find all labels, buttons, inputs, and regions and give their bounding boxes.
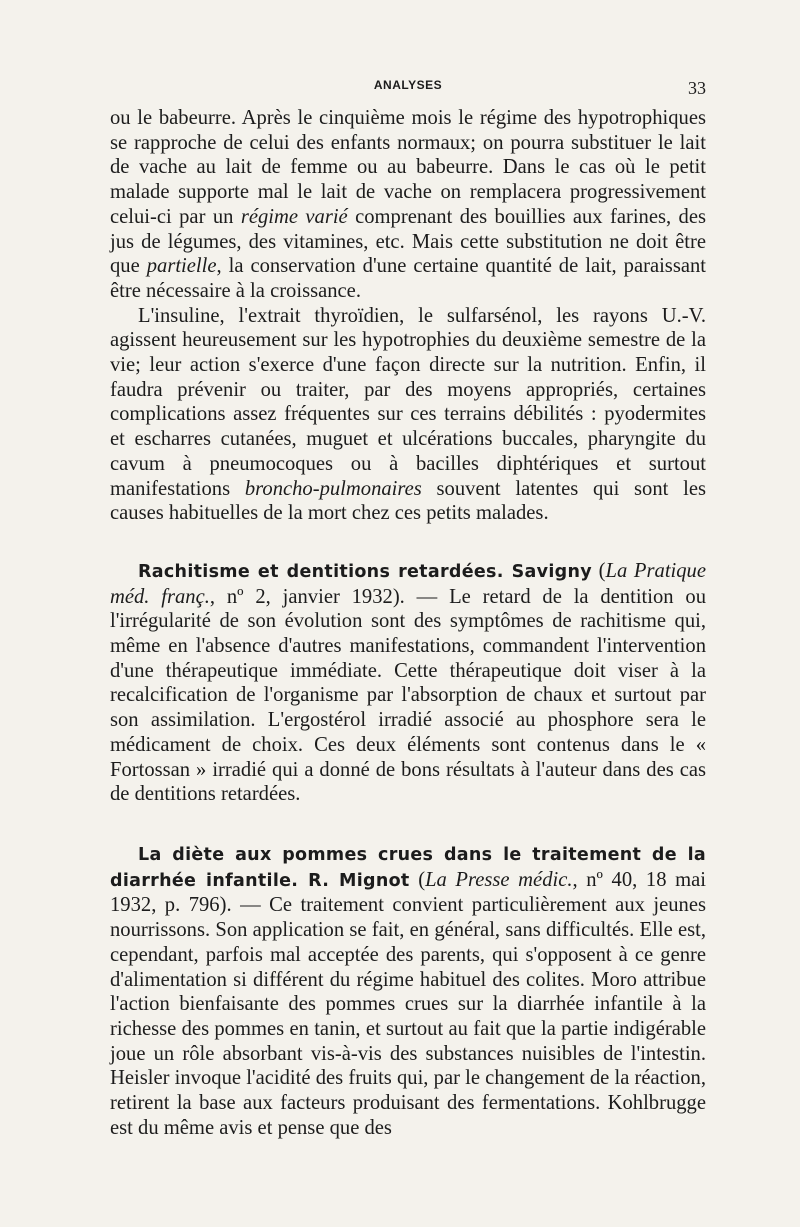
paragraph-treatments	[110, 304, 706, 526]
reference-open: (	[591, 559, 606, 582]
journal-name: La Presse médic.	[425, 868, 573, 891]
italic-term: partielle	[146, 255, 217, 278]
running-title: ANALYSES	[373, 78, 443, 92]
journal-name: La Pratique méd. franç.	[110, 559, 706, 608]
reference-open: (	[409, 868, 426, 891]
body-text	[110, 106, 706, 1140]
abstract-body: Ce traitement convient particulièrement aux jeunes nourrissons. Son application se fait, en général, sans difficultés. Elle est, cependant, parfois mal acceptée des parents, qui s'opposent à ce genre d'alimentation si différent du régime habituel des colites. Moro attribue l'action bienfaisante des pommes crues sur la diarrhée infantile à la richesse des pommes en tanin, et surtout au fait que la partie indigérable joue un rôle absorbant vis-à-vis des substances nuisibles de l'intestin. Heisler invoque l'acidité des fruits qui, par le changement de la réaction, retirent la base aux facteurs produisant des fermentations. Kohlbrugge est du même avis et pense que des	[110, 894, 706, 1139]
abstract-diete-pommes	[110, 842, 706, 1140]
text-run: , la conservation d'une certaine quantité de lait, paraissant être nécessaire à la croissance.	[110, 255, 706, 302]
paragraph-hypotrophy-diet	[110, 106, 706, 304]
italic-term: régime varié	[240, 205, 348, 228]
abstract-title: La diète aux pommes crues dans le traitement de la diarrhée infantile. R. Mignot	[110, 844, 706, 891]
abstract-rachitisme	[110, 559, 706, 807]
text-run: souvent latentes qui sont les causes habituelles de la mort chez ces petits malades.	[110, 477, 706, 525]
italic-term: broncho-pulmonaires	[244, 477, 422, 500]
abstract-body: Le retard de la dentition ou l'irrégularité de son évolution sont des symptômes de rachitisme qui, même en l'absence d'autres manifestations, commandent l'intervention d'une thérapeutique immédiate. Cette thérapeutique doit viser à la recalcification de l'organisme par l'absorption de chaux et surtout par son assimilation. L'ergostérol irradié associé au phosphore sera le médicament de choix. Ces deux éléments sont contenus dans le « Fortossan » irradié qui a donné de bons résultats à l'auteur dans des cas de dentitions retardées.	[110, 585, 706, 806]
running-head	[110, 78, 706, 98]
page-number: 33	[688, 78, 706, 98]
text-run: comprenant des bouillies aux farines, des jus de légumes, des vitamines, etc. Mais cette substitution ne doit être que	[110, 205, 706, 278]
text-run: L'insuline, l'extrait thyroïdien, le sulfarsénol, les rayons U.-V. agissent heureusement sur les hypotrophies du deuxième semestre de la vie; leur action s'exerce d'une façon directe sur la nutrition. Enfin, il faudra prévenir ou traiter, par des moyens appropriés, certaines complications assez fréquentes sur ces terrains débilités : pyodermites et escharres cutanées, muguet et ulcérations buccales, pharyngite du cavum à pneumocoques ou à bacilles diphtériques et surtout manifestations	[110, 304, 706, 500]
reference-details: , nº 40, 18 mai 1932, p. 796). —	[110, 868, 706, 917]
reference-details: , nº 2, janvier 1932). —	[209, 585, 450, 608]
text-run: ou le babeurre. Après le cinquième mois le régime des hypotrophiques se rapproche de celui des enfants normaux; on pourra substituer le lait de vache au lait de femme ou au babeurre. Dans le cas où le petit malade supporte mal le lait de vache on remplacera progressivement celui-ci par un	[110, 107, 706, 228]
abstract-title: Rachitisme et dentitions retardées. Savigny	[138, 561, 592, 582]
